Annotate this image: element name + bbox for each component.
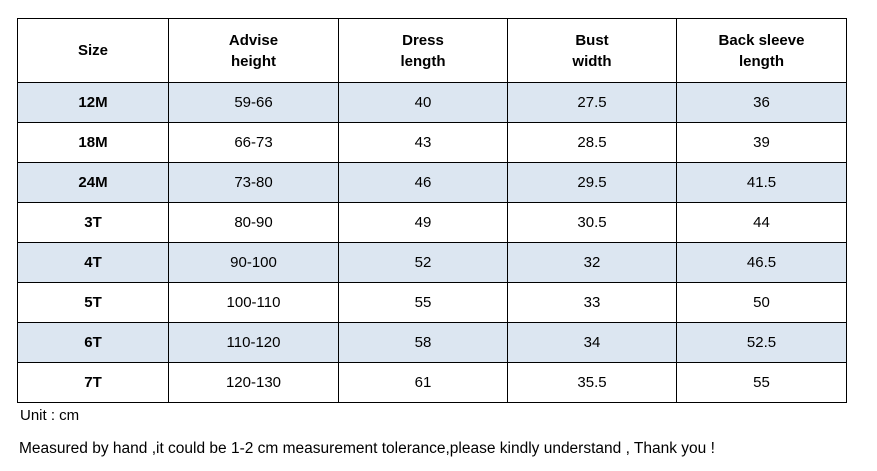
bust-width-cell: 32 — [508, 243, 677, 283]
advise-height-cell: 80-90 — [169, 203, 339, 243]
dress-length-cell: 49 — [339, 203, 508, 243]
unit-note: Unit : cm — [20, 407, 80, 424]
advise-height-cell: 73-80 — [169, 163, 339, 203]
header-dress-length-line2: length — [400, 52, 446, 70]
header-size — [18, 19, 169, 83]
header-bust-width — [508, 19, 677, 83]
table-row — [18, 283, 847, 323]
size-cell: 24M — [18, 163, 169, 203]
dress-length-cell: 55 — [339, 283, 508, 323]
size-cell: 4T — [18, 243, 169, 283]
size-cell: 12M — [18, 83, 169, 123]
header-back-sleeve-length-line2: length — [739, 52, 784, 70]
back-sleeve-length-cell: 52.5 — [677, 323, 847, 363]
back-sleeve-length-cell: 44 — [677, 203, 847, 243]
dress-length-cell: 58 — [339, 323, 508, 363]
advise-height-cell: 100-110 — [169, 283, 339, 323]
header-dress-length — [339, 19, 508, 83]
dress-length-cell: 61 — [339, 363, 508, 403]
advise-height-cell: 66-73 — [169, 123, 339, 163]
header-row — [18, 19, 847, 83]
table-row — [18, 363, 847, 403]
header-advise-height — [169, 19, 339, 83]
header-advise-height-line2: height — [231, 52, 276, 70]
table-row — [18, 123, 847, 163]
header-back-sleeve-length-line1: Back sleeve — [718, 31, 805, 49]
back-sleeve-length-cell: 39 — [677, 123, 847, 163]
advise-height-cell: 120-130 — [169, 363, 339, 403]
advise-height-cell: 110-120 — [169, 323, 339, 363]
table-row — [18, 323, 847, 363]
dress-length-cell: 52 — [339, 243, 508, 283]
bust-width-cell: 34 — [508, 323, 677, 363]
size-cell: 6T — [18, 323, 169, 363]
back-sleeve-length-cell: 46.5 — [677, 243, 847, 283]
size-cell: 18M — [18, 123, 169, 163]
back-sleeve-length-cell: 50 — [677, 283, 847, 323]
dress-length-cell: 46 — [339, 163, 508, 203]
header-bust-width-line2: width — [572, 52, 612, 70]
header-size-label: Size — [77, 42, 108, 59]
back-sleeve-length-cell: 55 — [677, 363, 847, 403]
header-back-sleeve-length — [677, 19, 847, 83]
back-sleeve-length-cell: 41.5 — [677, 163, 847, 203]
dress-length-cell: 40 — [339, 83, 508, 123]
advise-height-cell: 90-100 — [169, 243, 339, 283]
bust-width-cell: 27.5 — [508, 83, 677, 123]
header-advise-height-line1: Advise — [228, 31, 279, 49]
bust-width-cell: 30.5 — [508, 203, 677, 243]
table-row — [18, 203, 847, 243]
size-cell: 5T — [18, 283, 169, 323]
size-chart-table — [17, 18, 847, 403]
bust-width-cell: 35.5 — [508, 363, 677, 403]
size-cell: 7T — [18, 363, 169, 403]
bust-width-cell: 29.5 — [508, 163, 677, 203]
table-row — [18, 163, 847, 203]
header-bust-width-line1: Bust — [575, 31, 609, 49]
header-dress-length-line1: Dress — [402, 31, 444, 49]
advise-height-cell: 59-66 — [169, 83, 339, 123]
bust-width-cell: 33 — [508, 283, 677, 323]
dress-length-cell: 43 — [339, 123, 508, 163]
size-cell: 3T — [18, 203, 169, 243]
bust-width-cell: 28.5 — [508, 123, 677, 163]
tolerance-note: Measured by hand ,it could be 1-2 cm measurement tolerance,please kindly understand , Thank you ! — [19, 440, 715, 457]
back-sleeve-length-cell: 36 — [677, 83, 847, 123]
table-row — [18, 83, 847, 123]
table-row — [18, 243, 847, 283]
